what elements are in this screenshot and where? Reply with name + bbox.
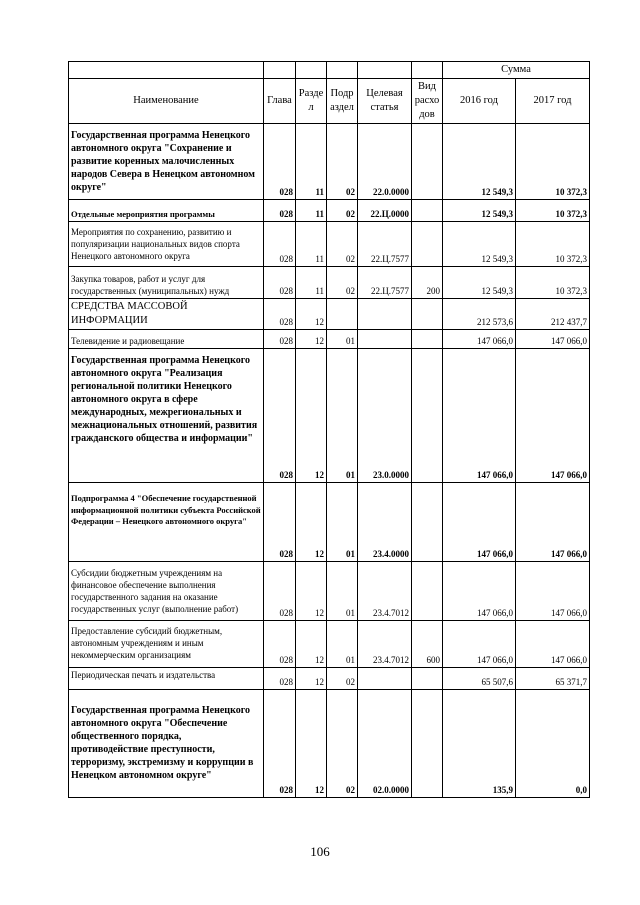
row-2017: 10 372,3 bbox=[516, 124, 590, 200]
row-2016: 12 549,3 bbox=[443, 267, 516, 299]
row-2017: 147 066,0 bbox=[516, 330, 590, 349]
row-vid: 200 bbox=[412, 267, 443, 299]
row-name: Государственная программа Ненецкого автономного округа "Реализация региональной политики Ненецкого автономного округа в сфере международных, межрегиональных и межнациональных отношений, развития гражданского общества и информации" bbox=[69, 349, 264, 483]
row-2016: 212 573,6 bbox=[443, 299, 516, 330]
row-razdel: 12 bbox=[296, 668, 327, 690]
row-name: Подпрограмма 4 "Обеспечение государственной информационной политики субъекта Российской Федерации – Ненецкого автономного округа" bbox=[69, 483, 264, 562]
row-name: Мероприятия по сохранению, развитию и популяризации национальных видов спорта Ненецкого автономного округа bbox=[69, 222, 264, 267]
row-target: 22.0.0000 bbox=[358, 124, 412, 200]
row-razdel: 11 bbox=[296, 267, 327, 299]
row-2017: 65 371,7 bbox=[516, 668, 590, 690]
row-podrazdel: 02 bbox=[327, 200, 358, 222]
row-vid bbox=[412, 562, 443, 621]
header-name: Наименование bbox=[69, 79, 264, 124]
table-row bbox=[69, 668, 590, 690]
row-2016: 147 066,0 bbox=[443, 562, 516, 621]
row-target: 22.Ц.7577 bbox=[358, 222, 412, 267]
row-name: Закупка товаров, работ и услуг для государственных (муниципальных) нужд bbox=[69, 267, 264, 299]
table-row bbox=[69, 330, 590, 349]
header-target: Целевая статья bbox=[358, 79, 412, 124]
row-name: Государственная программа Ненецкого автономного округа "Сохранение и развитие коренных малочисленных народов Севера в Ненецком автономном округе" bbox=[69, 124, 264, 200]
table-row bbox=[69, 562, 590, 621]
row-razdel: 11 bbox=[296, 124, 327, 200]
row-vid bbox=[412, 299, 443, 330]
row-2016: 12 549,3 bbox=[443, 124, 516, 200]
table-row bbox=[69, 299, 590, 330]
row-name: Отдельные мероприятия программы bbox=[69, 200, 264, 222]
table-row bbox=[69, 690, 590, 798]
row-razdel: 12 bbox=[296, 562, 327, 621]
row-glava: 028 bbox=[264, 483, 296, 562]
row-2017: 147 066,0 bbox=[516, 562, 590, 621]
row-2017: 147 066,0 bbox=[516, 349, 590, 483]
row-vid bbox=[412, 690, 443, 798]
header-razdel: Разде л bbox=[296, 79, 327, 124]
row-podrazdel: 01 bbox=[327, 562, 358, 621]
budget-table bbox=[68, 61, 590, 798]
row-glava: 028 bbox=[264, 124, 296, 200]
row-razdel: 12 bbox=[296, 330, 327, 349]
row-target: 22.Ц.7577 bbox=[358, 267, 412, 299]
row-2017: 147 066,0 bbox=[516, 621, 590, 668]
row-2016: 12 549,3 bbox=[443, 222, 516, 267]
row-glava: 028 bbox=[264, 349, 296, 483]
table-row bbox=[69, 483, 590, 562]
row-2016: 147 066,0 bbox=[443, 621, 516, 668]
row-razdel: 11 bbox=[296, 222, 327, 267]
row-name: Субсидии бюджетным учреждениям на финансовое обеспечение выполнения государственного задания на оказание государственных услуг (выполнение работ) bbox=[69, 562, 264, 621]
row-2017: 10 372,3 bbox=[516, 200, 590, 222]
row-name: Государственная программа Ненецкого автономного округа "Обеспечение общественного порядка, противодействие преступности, терроризму, экстремизму и коррупции в Ненецком автономном округе" bbox=[69, 690, 264, 798]
row-podrazdel: 02 bbox=[327, 267, 358, 299]
row-podrazdel: 02 bbox=[327, 690, 358, 798]
row-target bbox=[358, 330, 412, 349]
row-2017: 147 066,0 bbox=[516, 483, 590, 562]
row-glava: 028 bbox=[264, 267, 296, 299]
row-vid: 600 bbox=[412, 621, 443, 668]
row-vid bbox=[412, 124, 443, 200]
table-row bbox=[69, 349, 590, 483]
row-razdel: 12 bbox=[296, 483, 327, 562]
row-vid bbox=[412, 200, 443, 222]
row-target: 23.4.7012 bbox=[358, 562, 412, 621]
row-podrazdel: 01 bbox=[327, 330, 358, 349]
row-podrazdel bbox=[327, 299, 358, 330]
row-target: 02.0.0000 bbox=[358, 690, 412, 798]
row-2016: 135,9 bbox=[443, 690, 516, 798]
row-podrazdel: 02 bbox=[327, 124, 358, 200]
row-target: 23.4.0000 bbox=[358, 483, 412, 562]
row-razdel: 12 bbox=[296, 299, 327, 330]
table-row bbox=[69, 200, 590, 222]
row-name: Предоставление субсидий бюджетным, автономным учреждениям и иным некоммерческим организациям bbox=[69, 621, 264, 668]
table-row bbox=[69, 124, 590, 200]
row-glava: 028 bbox=[264, 690, 296, 798]
row-podrazdel: 01 bbox=[327, 349, 358, 483]
row-name: Телевидение и радиовещание bbox=[69, 330, 264, 349]
row-razdel: 12 bbox=[296, 349, 327, 483]
header-summa: Сумма bbox=[443, 62, 590, 79]
row-razdel: 12 bbox=[296, 690, 327, 798]
row-name: Периодическая печать и издательства bbox=[69, 668, 264, 690]
header-blank bbox=[69, 62, 264, 79]
row-podrazdel: 02 bbox=[327, 668, 358, 690]
row-podrazdel: 01 bbox=[327, 483, 358, 562]
row-glava: 028 bbox=[264, 330, 296, 349]
row-vid bbox=[412, 349, 443, 483]
row-glava: 028 bbox=[264, 562, 296, 621]
header-podrazdel: Подр аздел bbox=[327, 79, 358, 124]
row-podrazdel: 02 bbox=[327, 222, 358, 267]
row-target: 22.Ц.0000 bbox=[358, 200, 412, 222]
row-2017: 10 372,3 bbox=[516, 222, 590, 267]
row-razdel: 12 bbox=[296, 621, 327, 668]
row-glava: 028 bbox=[264, 621, 296, 668]
row-2016: 147 066,0 bbox=[443, 483, 516, 562]
header-vid: Вид расхо дов bbox=[412, 79, 443, 124]
row-vid bbox=[412, 668, 443, 690]
header-glava: Глава bbox=[264, 79, 296, 124]
row-target bbox=[358, 299, 412, 330]
row-vid bbox=[412, 483, 443, 562]
row-glava: 028 bbox=[264, 222, 296, 267]
row-vid bbox=[412, 330, 443, 349]
row-vid bbox=[412, 222, 443, 267]
row-glava: 028 bbox=[264, 299, 296, 330]
row-2017: 0,0 bbox=[516, 690, 590, 798]
row-2016: 65 507,6 bbox=[443, 668, 516, 690]
header-2016: 2016 год bbox=[443, 79, 516, 124]
page-number: 106 bbox=[310, 844, 330, 859]
row-razdel: 11 bbox=[296, 200, 327, 222]
header-summa-row bbox=[69, 62, 590, 79]
row-glava: 028 bbox=[264, 668, 296, 690]
row-2016: 147 066,0 bbox=[443, 349, 516, 483]
row-target bbox=[358, 668, 412, 690]
header-2017: 2017 год bbox=[516, 79, 590, 124]
row-glava: 028 bbox=[264, 200, 296, 222]
row-2017: 10 372,3 bbox=[516, 267, 590, 299]
table-row bbox=[69, 222, 590, 267]
table-row bbox=[69, 621, 590, 668]
row-target: 23.0.0000 bbox=[358, 349, 412, 483]
header-row bbox=[69, 79, 590, 124]
row-2016: 12 549,3 bbox=[443, 200, 516, 222]
row-2016: 147 066,0 bbox=[443, 330, 516, 349]
row-2017: 212 437,7 bbox=[516, 299, 590, 330]
table-row bbox=[69, 267, 590, 299]
row-name: СРЕДСТВА МАССОВОЙ ИНФОРМАЦИИ bbox=[69, 299, 264, 330]
row-podrazdel: 01 bbox=[327, 621, 358, 668]
row-target: 23.4.7012 bbox=[358, 621, 412, 668]
